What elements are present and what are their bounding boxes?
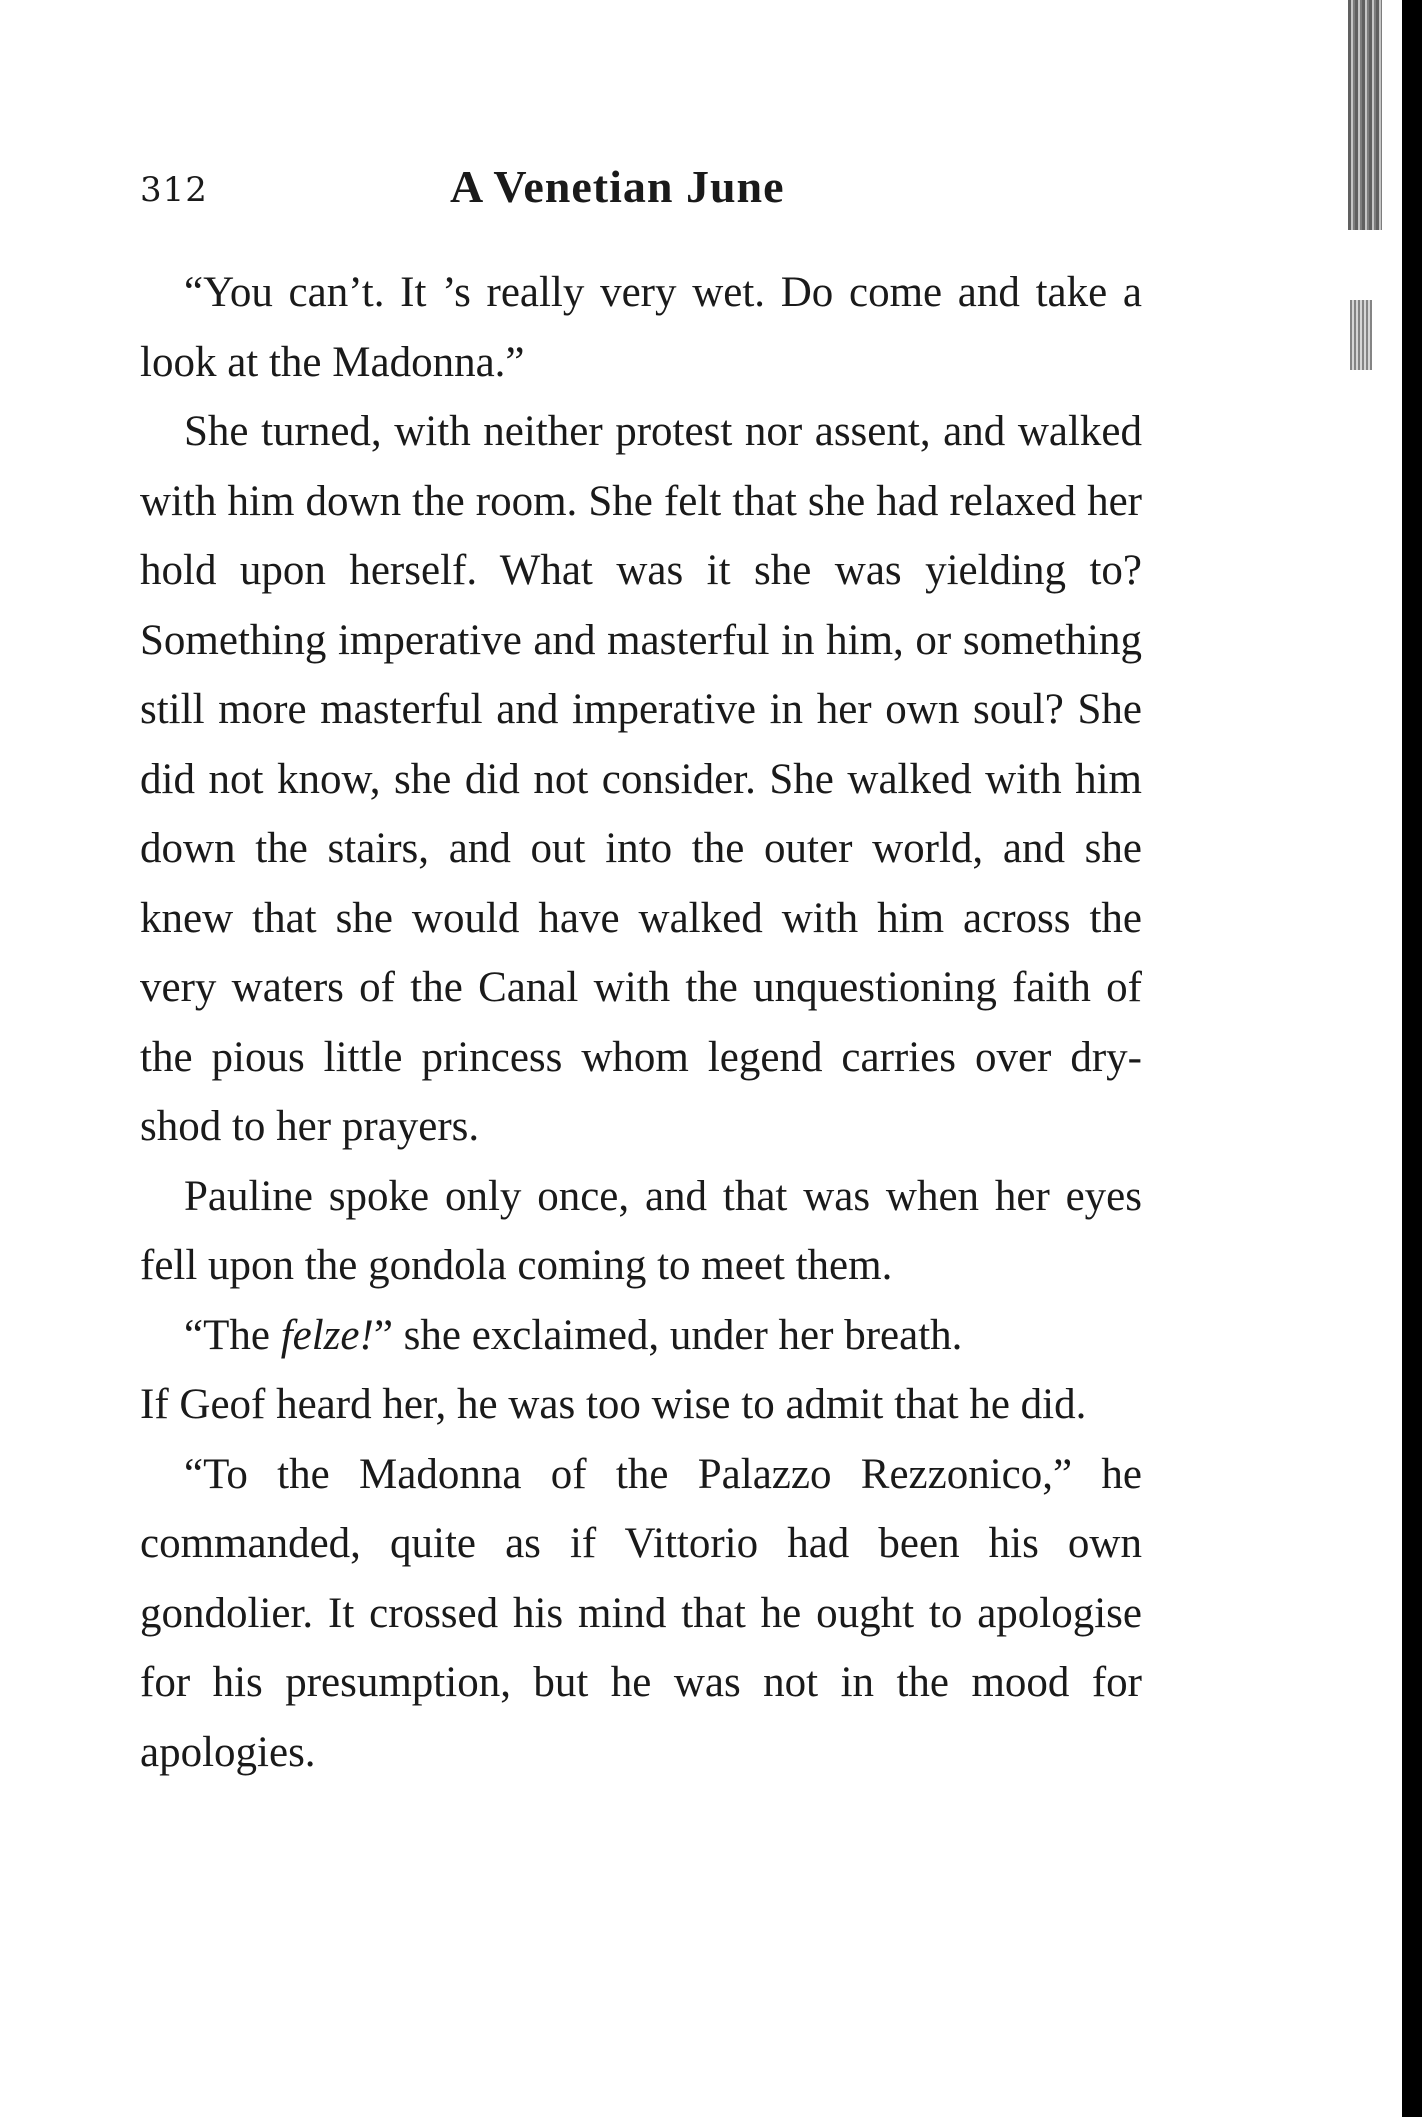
page-number: 312: [140, 170, 208, 210]
quote-open: “The: [184, 1311, 281, 1359]
quote-close: ” she exclaimed, under her breath.: [373, 1311, 963, 1359]
scan-artifact: [1348, 0, 1382, 230]
scan-edge: [1402, 0, 1422, 2117]
paragraph: If Geof heard her, he was too wise to admit that he did.: [140, 1381, 1087, 1428]
scan-artifact: [1350, 300, 1372, 370]
running-title: A Venetian June: [450, 161, 785, 212]
paragraph: “To the Madonna of the Palazzo Rezzonico,” he commanded, quite as if Vittorio had been his own gondolier. It crossed his mind that he ought to apologise for his presumption, but he was not in the mood for apologies.: [140, 1450, 1142, 1776]
paragraph: She turned, with neither protest nor assent, and walked with him down the room. She felt that she had relaxed her hold upon herself. What was it she was yielding to? Something imperative and masterful in him, or something still more masterful and imperative in her own soul? She did not know, she did not consider. She walked with him down the stairs, and out into the outer world, and she knew that she would have walked with him across the very waters of the Canal with the unquestioning faith of the pious little princess whom legend carries over dry-shod to her prayers.: [140, 408, 1142, 1150]
paragraph: “You can’t. It ’s really very wet. Do come and take a look at the Madonna.”: [140, 269, 1142, 386]
quote-word: felze!: [280, 1311, 374, 1359]
page-header: [140, 160, 1140, 230]
paragraph: Pauline spoke only once, and that was when her eyes fell upon the gondola coming to meet them.: [140, 1172, 1142, 1289]
body-text: [140, 258, 1142, 1787]
paragraph-felze: [140, 1301, 1142, 1371]
